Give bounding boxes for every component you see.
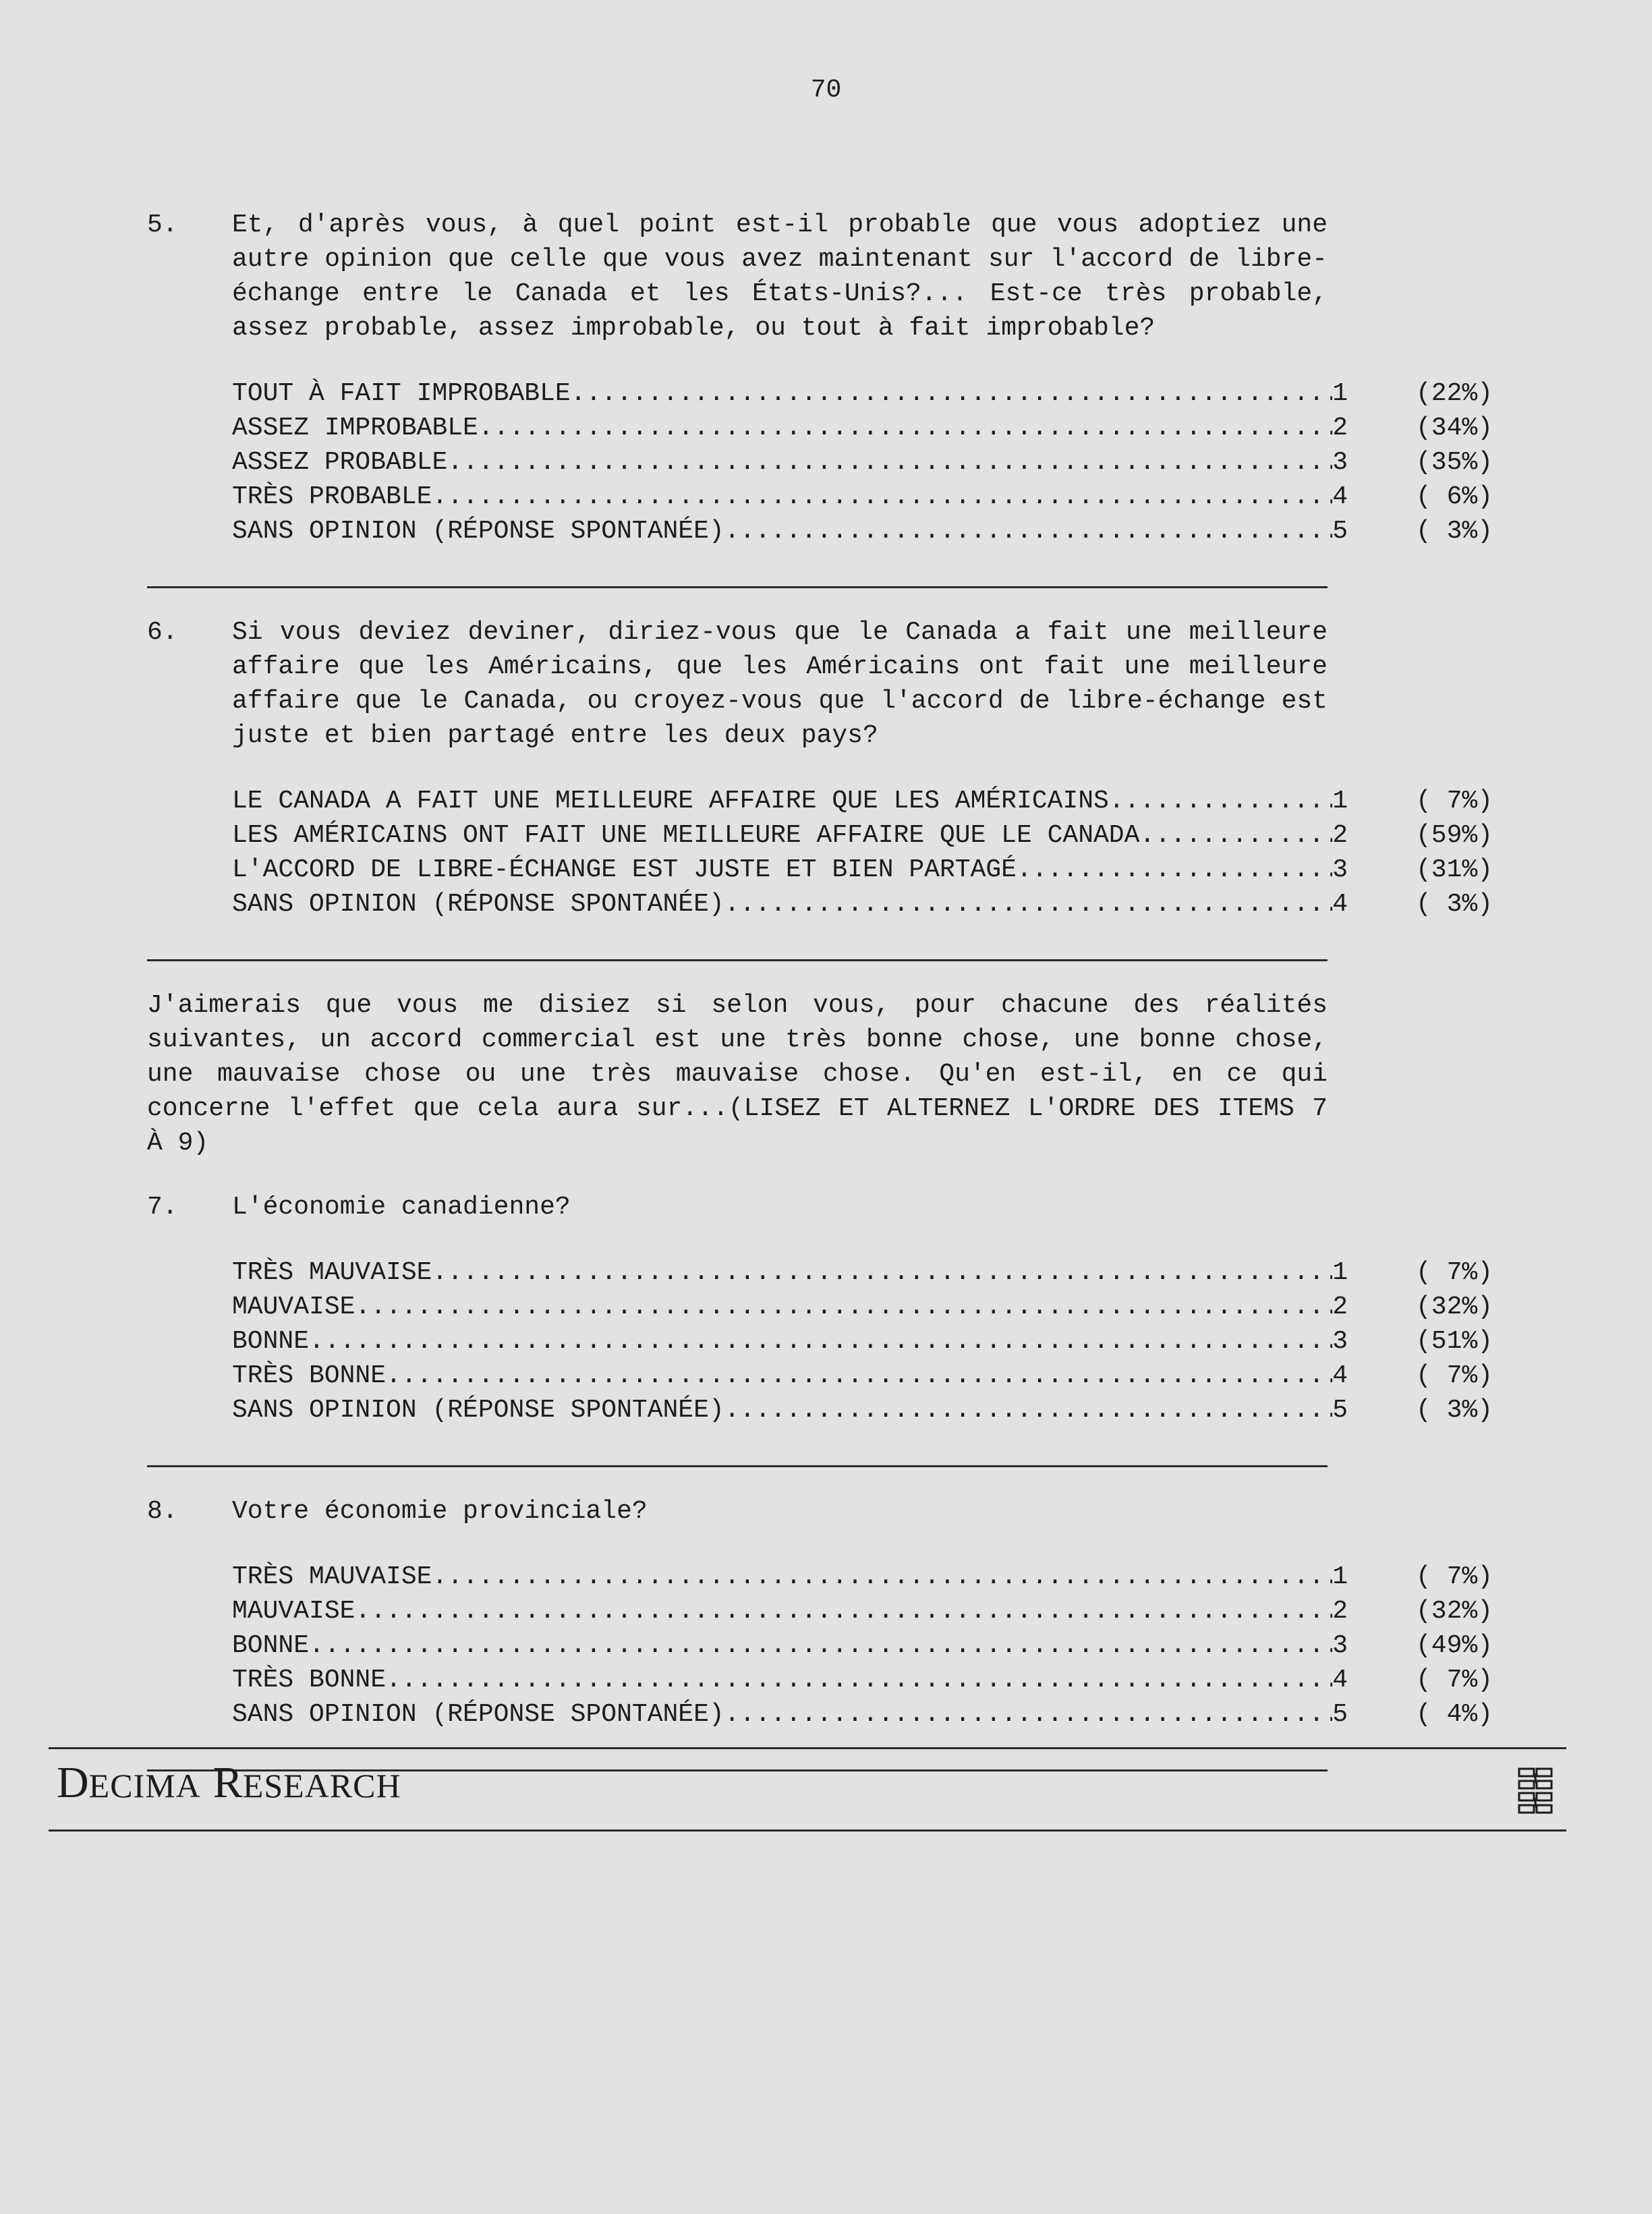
question-8 xyxy=(147,1494,1493,1732)
answer-label: ASSEZ PROBABLE xyxy=(232,448,448,477)
answer-percent: (31%) xyxy=(1415,855,1493,884)
answer-label: TOUT À FAIT IMPROBABLE xyxy=(232,379,571,408)
answer-row xyxy=(232,1290,1493,1324)
leader-dots xyxy=(724,887,1332,921)
footer-rule-top xyxy=(49,1747,1566,1749)
answer-label: MAUVAISE xyxy=(232,1597,355,1626)
question-6 xyxy=(147,615,1493,921)
answer-row xyxy=(232,1359,1493,1393)
answer-percent: ( 7%) xyxy=(1415,787,1493,816)
decima-logo-icon xyxy=(1516,1766,1554,1818)
leader-dots xyxy=(724,1697,1332,1732)
leader-dots xyxy=(309,1628,1332,1663)
answer-row xyxy=(232,1324,1493,1359)
section-divider xyxy=(147,959,1328,961)
section-divider xyxy=(147,586,1328,588)
answer-row xyxy=(232,784,1493,818)
answer-percent: (32%) xyxy=(1415,1293,1493,1322)
question-text: Et, d'après vous, à quel point est-il probable que vous adoptiez une autre opinion que celle que vous avez maintenant sur l'accord de libre-échange entre le Canada et les États-Unis?... Est-ce très probable, assez probable, assez improbable, ou tout à fait improbable? xyxy=(232,210,1328,343)
answer-list xyxy=(232,1255,1493,1427)
leader-dots xyxy=(447,445,1332,480)
section-divider xyxy=(147,1465,1328,1467)
question-text: Votre économie provinciale? xyxy=(232,1497,648,1526)
question-7 xyxy=(147,1190,1493,1427)
answer-row xyxy=(232,1594,1493,1628)
leader-dots xyxy=(386,1359,1332,1393)
question-5 xyxy=(147,208,1493,548)
answer-label: L'ACCORD DE LIBRE-ÉCHANGE EST JUSTE ET BIEN PARTAGÉ xyxy=(232,855,1017,884)
answer-label: BONNE xyxy=(232,1631,310,1660)
answer-label: SANS OPINION (RÉPONSE SPONTANÉE) xyxy=(232,1396,724,1425)
answer-code: 1 xyxy=(1332,379,1348,408)
brand-initial-r: R xyxy=(212,1758,243,1807)
answer-row xyxy=(232,1255,1493,1290)
answer-percent: ( 7%) xyxy=(1415,1361,1493,1390)
page-number: 70 xyxy=(810,76,842,105)
answer-row xyxy=(232,480,1493,514)
question-number: 5. xyxy=(147,210,178,239)
question-text: L'économie canadienne? xyxy=(232,1193,571,1222)
leader-dots xyxy=(571,376,1333,411)
answer-code: 4 xyxy=(1332,1361,1348,1390)
answer-percent: (49%) xyxy=(1415,1631,1493,1660)
question-number: 7. xyxy=(147,1193,178,1222)
question-text: Si vous deviez deviner, diriez-vous que le Canada a fait une meilleure affaire que les Américains, que les Américains ont fait une meilleure affaire que le Canada, ou croyez-vous que l'accord de libre-échange est juste et bien partagé entre les deux pays? xyxy=(232,618,1328,750)
brand-rest-ecima: ECIMA xyxy=(88,1767,201,1805)
answer-code: 2 xyxy=(1332,414,1348,443)
answer-code: 2 xyxy=(1332,1597,1348,1626)
leader-dots xyxy=(478,411,1332,445)
answer-row xyxy=(232,1628,1493,1663)
leader-dots xyxy=(432,1560,1332,1594)
answer-row xyxy=(232,411,1493,445)
answer-percent: (34%) xyxy=(1415,414,1493,443)
answer-percent: ( 7%) xyxy=(1415,1666,1493,1695)
answer-code: 2 xyxy=(1332,821,1348,850)
answer-label: SANS OPINION (RÉPONSE SPONTANÉE) xyxy=(232,890,724,919)
answer-code: 1 xyxy=(1332,1562,1348,1591)
answer-percent: ( 4%) xyxy=(1415,1700,1493,1729)
answer-percent: ( 3%) xyxy=(1415,1396,1493,1425)
answer-code: 5 xyxy=(1332,1700,1348,1729)
answer-code: 4 xyxy=(1332,482,1348,511)
answer-code: 3 xyxy=(1332,1327,1348,1356)
footer-brand xyxy=(57,1757,401,1809)
answer-code: 1 xyxy=(1332,1258,1348,1287)
leader-dots xyxy=(355,1594,1332,1628)
answer-percent: (22%) xyxy=(1415,379,1493,408)
answer-percent: ( 6%) xyxy=(1415,482,1493,511)
answer-row xyxy=(232,887,1493,921)
answer-code: 5 xyxy=(1332,517,1348,546)
answer-code: 4 xyxy=(1332,890,1348,919)
answer-label: BONNE xyxy=(232,1327,310,1356)
answer-label: TRÈS BONNE xyxy=(232,1361,387,1390)
leader-dots xyxy=(724,1393,1332,1427)
items-intro-paragraph: J'aimerais que vous me disiez si selon vous, pour chacune des réalités suivantes, un accord commercial est une très bonne chose, une bonne chose, une mauvaise chose ou une très mauvaise chose. Qu'en est-il, en ce qui concerne l'effet que cela aura sur...(LISEZ ET ALTERNEZ L'ORDRE DES ITEMS 7 À 9) xyxy=(147,991,1328,1158)
answer-label: TRÈS MAUVAISE xyxy=(232,1562,432,1591)
answer-label: TRÈS PROBABLE xyxy=(232,482,432,511)
answer-code: 3 xyxy=(1332,855,1348,884)
answer-row xyxy=(232,1663,1493,1697)
answer-percent: (32%) xyxy=(1415,1597,1493,1626)
answer-code: 3 xyxy=(1332,1631,1348,1660)
answer-label: TRÈS MAUVAISE xyxy=(232,1258,432,1287)
answer-row xyxy=(232,1560,1493,1594)
answer-row xyxy=(232,514,1493,548)
answer-code: 5 xyxy=(1332,1396,1348,1425)
leader-dots xyxy=(386,1663,1332,1697)
answer-percent: (35%) xyxy=(1415,448,1493,477)
leader-dots xyxy=(1139,818,1332,853)
answer-row xyxy=(232,376,1493,411)
question-number: 6. xyxy=(147,618,178,647)
answer-list xyxy=(232,784,1493,921)
answer-label: MAUVAISE xyxy=(232,1293,355,1322)
answer-code: 3 xyxy=(1332,448,1348,477)
answer-row xyxy=(232,1697,1493,1732)
leader-dots xyxy=(724,514,1332,548)
answer-row xyxy=(232,853,1493,887)
answer-list xyxy=(232,1560,1493,1732)
question-number: 8. xyxy=(147,1497,178,1526)
answer-percent: ( 7%) xyxy=(1415,1562,1493,1591)
leader-dots xyxy=(309,1324,1332,1359)
answer-list xyxy=(232,376,1493,548)
answer-code: 1 xyxy=(1332,787,1348,816)
brand-rest-esearch: ESEARCH xyxy=(242,1767,401,1805)
answer-code: 4 xyxy=(1332,1666,1348,1695)
answer-row xyxy=(232,445,1493,480)
brand-initial-d: D xyxy=(57,1758,89,1807)
answer-percent: (59%) xyxy=(1415,821,1493,850)
answer-row xyxy=(232,818,1493,853)
answer-row xyxy=(232,1393,1493,1427)
answer-label: LE CANADA A FAIT UNE MEILLEURE AFFAIRE QUE LES AMÉRICAINS xyxy=(232,787,1109,816)
answer-percent: ( 7%) xyxy=(1415,1258,1493,1287)
answer-label: SANS OPINION (RÉPONSE SPONTANÉE) xyxy=(232,517,724,546)
answer-percent: (51%) xyxy=(1415,1327,1493,1356)
leader-dots xyxy=(432,1255,1332,1290)
leader-dots xyxy=(432,480,1332,514)
answer-label: LES AMÉRICAINS ONT FAIT UNE MEILLEURE AFFAIRE QUE LE CANADA xyxy=(232,821,1140,850)
leader-dots xyxy=(1109,784,1332,818)
answer-label: SANS OPINION (RÉPONSE SPONTANÉE) xyxy=(232,1700,724,1729)
answer-percent: ( 3%) xyxy=(1415,890,1493,919)
questionnaire-content xyxy=(147,208,1493,1798)
answer-label: ASSEZ IMPROBABLE xyxy=(232,414,478,443)
answer-percent: ( 3%) xyxy=(1415,517,1493,546)
footer-rule-bottom xyxy=(49,1829,1566,1832)
answer-label: TRÈS BONNE xyxy=(232,1666,387,1695)
leader-dots xyxy=(355,1290,1332,1324)
leader-dots xyxy=(1017,853,1332,887)
answer-code: 2 xyxy=(1332,1293,1348,1322)
